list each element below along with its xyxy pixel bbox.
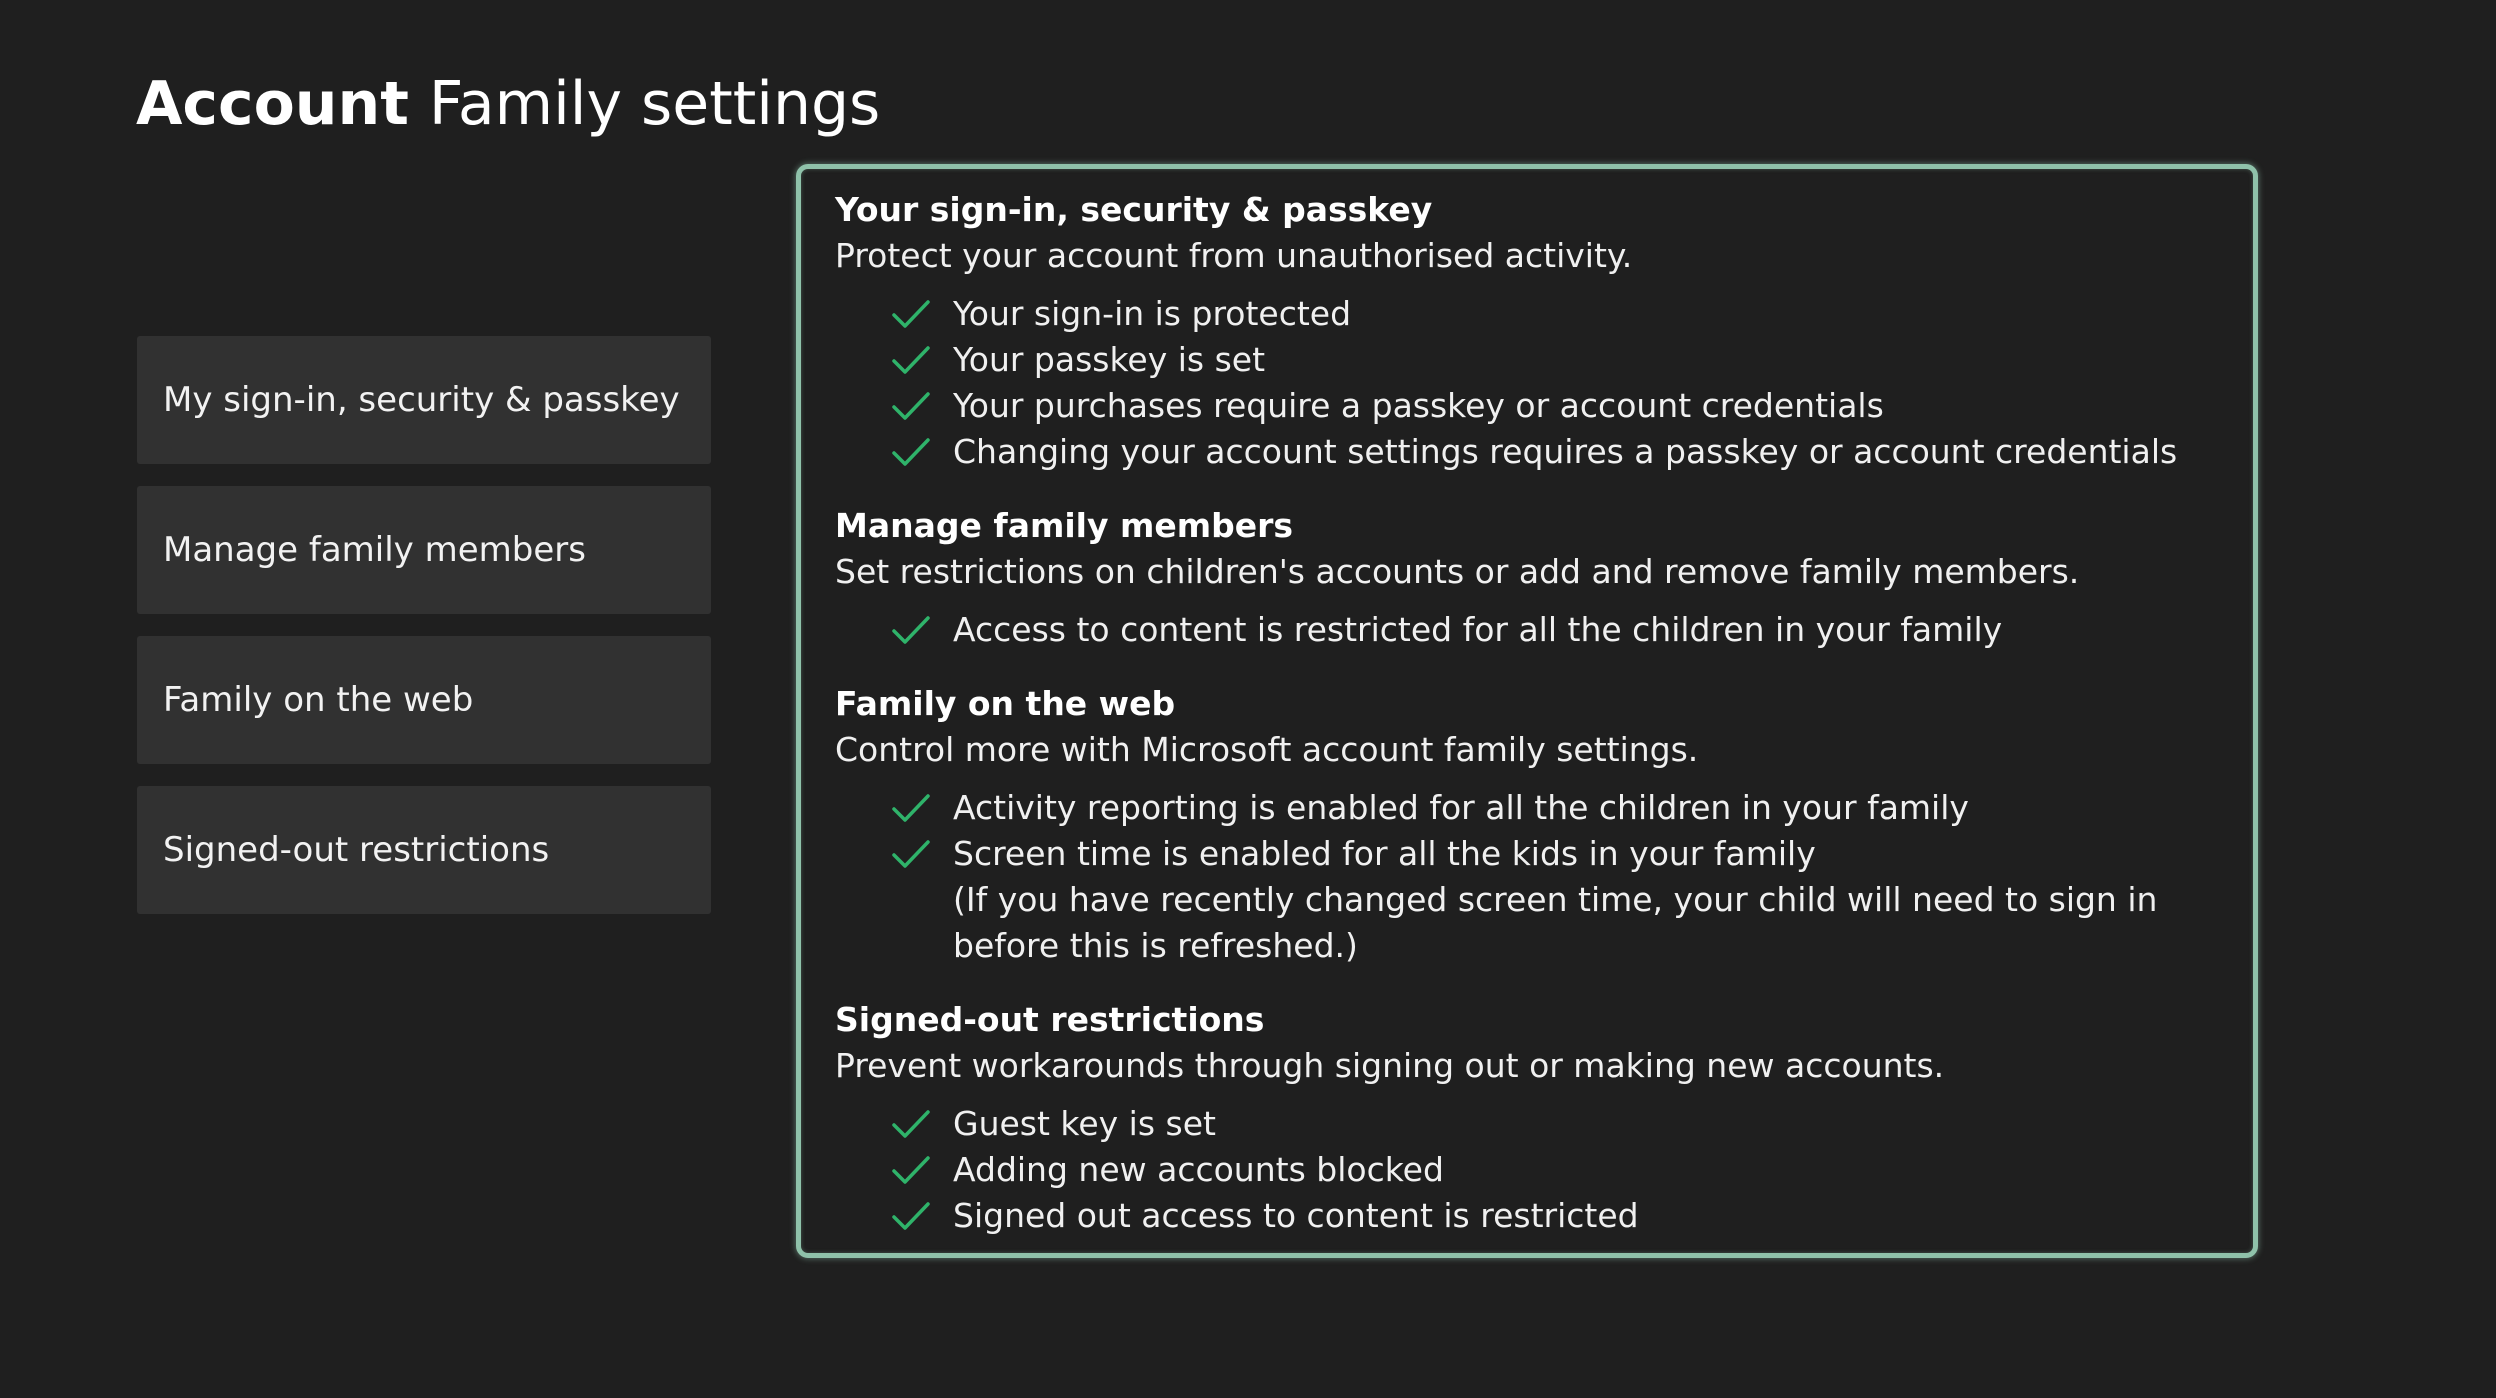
section-heading: Your sign-in, security & passkey [835,190,1433,229]
checkmark-icon [889,607,933,653]
status-item [889,607,2219,653]
page-title-page: Family settings [428,69,881,139]
status-text: Access to content is restricted for all the children in your family [953,610,2003,649]
checkmark-icon [889,1147,933,1193]
page-title [136,62,880,146]
status-item [889,383,2219,429]
nav-item-label: My sign-in, security & passkey [163,380,680,420]
status-text: Adding new accounts blocked [953,1150,1444,1189]
status-item [889,291,2219,337]
nav-item-signed-out-restrictions[interactable] [137,786,711,914]
checkmark-icon [889,337,933,383]
status-item [889,1101,2219,1147]
checkmark-icon [889,785,933,831]
section-heading: Signed-out restrictions [835,1000,1265,1039]
status-text: Activity reporting is enabled for all the children in your family [953,788,1969,827]
status-item [889,831,2219,969]
status-text: Changing your account settings requires a passkey or account credentials [953,432,2178,471]
section-heading: Family on the web [835,684,1176,723]
status-text: Signed out access to content is restricted [953,1196,1639,1235]
section-description: Control more with Microsoft account family settings. [835,730,1699,769]
sidebar-nav [137,336,711,936]
section-description: Prevent workarounds through signing out or making new accounts. [835,1046,1945,1085]
family-settings-summary-panel[interactable] [796,164,2258,1258]
section-manage-family-members [835,503,2219,653]
status-item [889,337,2219,383]
nav-item-family-on-the-web[interactable] [137,636,711,764]
status-list [835,291,2219,475]
status-text: Screen time is enabled for all the kids in your family [953,834,1816,873]
status-item [889,1147,2219,1193]
status-list [835,785,2219,969]
nav-item-label: Family on the web [163,680,474,720]
status-text: Your purchases require a passkey or account credentials [953,386,1884,425]
status-note: (If you have recently changed screen time, your child will need to sign in before this is refreshed.) [953,880,2158,965]
page-title-section: Account [136,69,409,139]
section-sign-in-security-passkey [835,187,2219,475]
nav-item-label: Manage family members [163,530,586,570]
nav-item-manage-family-members[interactable] [137,486,711,614]
status-item [889,1193,2219,1239]
nav-item-sign-in-security-passkey[interactable] [137,336,711,464]
status-text: Your sign-in is protected [953,294,1352,333]
checkmark-icon [889,429,933,475]
section-heading: Manage family members [835,506,1294,545]
status-item [889,785,2219,831]
status-text: Guest key is set [953,1104,1216,1143]
section-description: Set restrictions on children's accounts or add and remove family members. [835,552,2080,591]
status-list [835,607,2219,653]
checkmark-icon [889,831,933,877]
checkmark-icon [889,1193,933,1239]
status-text-with-note [953,831,2219,969]
status-text: Your passkey is set [953,340,1266,379]
section-description: Protect your account from unauthorised activity. [835,236,1633,275]
section-signed-out-restrictions [835,997,2219,1239]
status-list [835,1101,2219,1239]
status-item [889,429,2219,475]
nav-item-label: Signed-out restrictions [163,830,550,870]
checkmark-icon [889,291,933,337]
checkmark-icon [889,1101,933,1147]
checkmark-icon [889,383,933,429]
section-family-on-the-web [835,681,2219,969]
